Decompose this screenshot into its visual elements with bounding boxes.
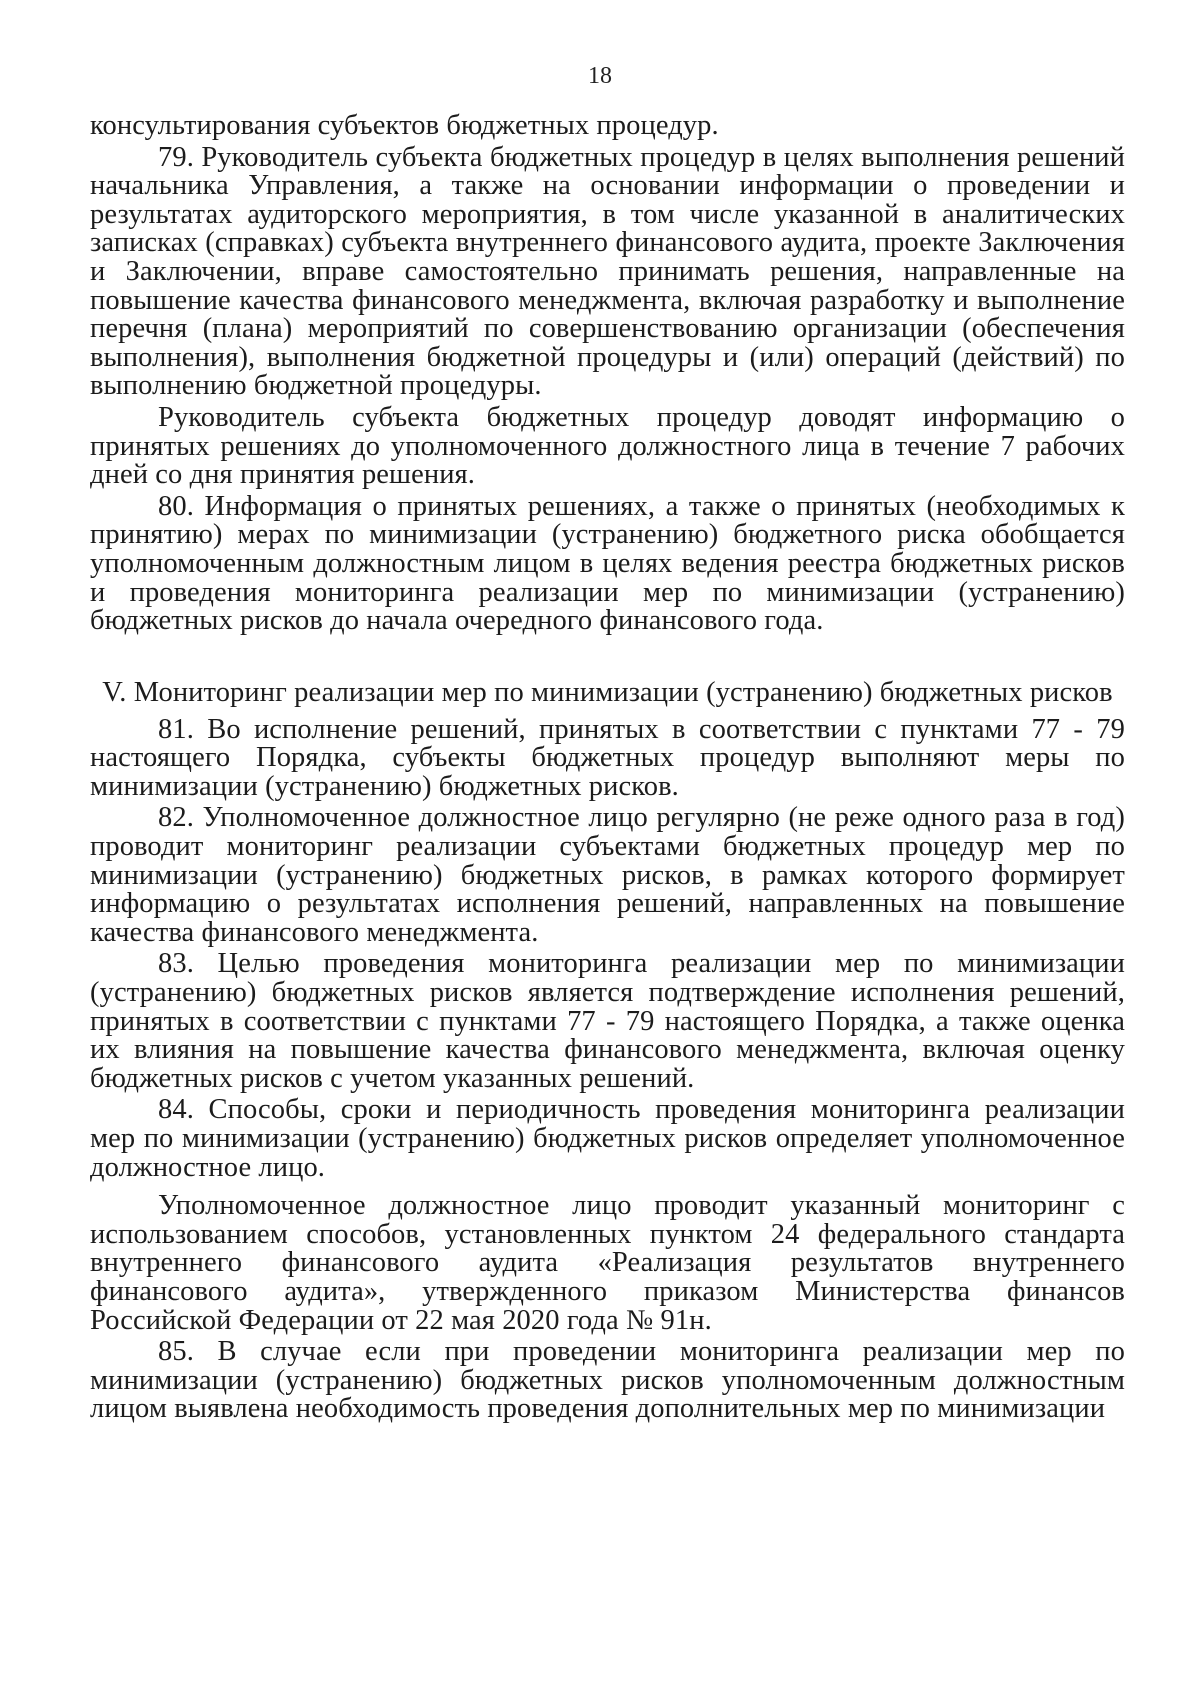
page-number: 18 — [588, 63, 612, 89]
paragraph-82: 82. Уполномоченное должностное лицо регулярно (не реже одного раза в год) проводит мониторинг реализации субъектами бюджетных процедур мер по минимизации (устранению) бюджетных рисков, в рамках которого формирует информацию о результатах исполнения решений, направленных на повышение качества финансового менеджмента. — [90, 802, 1125, 948]
section-heading: V. Мониторинг реализации мер по минимизации (устранению) бюджетных рисков — [102, 676, 1113, 708]
paragraph-81: 81. Во исполнение решений, принятых в соответствии с пунктами 77 - 79 настоящего Порядка, субъекты бюджетных процедур выполняют меры по минимизации (устранению) бюджетных рисков. — [90, 713, 1125, 802]
paragraph-80: 80. Информация о принятых решениях, а также о принятых (необходимых к принятию) мерах по минимизации (устранению) бюджетного риска обобщается уполномоченным должностным лицом в целях ведения реестра бюджетных рисков и проведения мониторинга реализации мер по минимизации (устранению) бюджетных рисков до начала очередного финансового года. — [90, 490, 1125, 637]
paragraph-85: 85. В случае если при проведении мониторинга реализации мер по минимизации (устранению) бюджетных рисков уполномоченным должностным лицом выявлена необходимость проведения дополнительных мер по минимизации — [90, 1336, 1125, 1425]
paragraph-79-notice: Руководитель субъекта бюджетных процедур доводят информацию о принятых решениях до уполномоченного должностного лица в течение 7 рабочих дней со дня принятия решения. — [90, 401, 1125, 491]
paragraph-84-monitoring: Уполномоченное должностное лицо проводит указанный мониторинг с использованием способов, установленных пунктом 24 федерального стандарта внутреннего финансового аудита «Реализация результатов внутреннего финансового аудита», утвержденного приказом Министерства финансов Российской Федерации от 22 мая 2020 года № 91н. — [90, 1190, 1125, 1336]
document-body — [90, 112, 1125, 1424]
paragraph-84: 84. Способы, сроки и периодичность проведения мониторинга реализации мер по минимизации (устранению) бюджетных рисков определяет уполномоченное должностное лицо. — [90, 1094, 1125, 1183]
paragraph-continuation: консультирования субъектов бюджетных процедур. — [90, 110, 719, 141]
paragraph-83: 83. Целью проведения мониторинга реализации мер по минимизации (устранению) бюджетных рисков является подтверждение исполнения решений, принятых в соответствии с пунктами 77 - 79 настоящего Порядка, а также оценка их влияния на повышение качества финансового менеджмента, включая оценку бюджетных рисков с учетом указанных решений. — [90, 948, 1125, 1094]
paragraph-79: 79. Руководитель субъекта бюджетных процедур в целях выполнения решений начальника Управления, а также на основании информации о проведении и результатах аудиторского мероприятия, в том числе указанной в аналитических записках (справках) субъекта внутреннего финансового аудита, проекте Заключения и Заключении, вправе самостоятельно принимать решения, направленные на повышение качества финансового менеджмента, включая разработку и выполнение перечня (плана) мероприятий по совершенствованию организации (обеспечения выполнения), выполнения бюджетной процедуры и (или) операций (действий) по выполнению бюджетной процедуры. — [90, 141, 1125, 402]
